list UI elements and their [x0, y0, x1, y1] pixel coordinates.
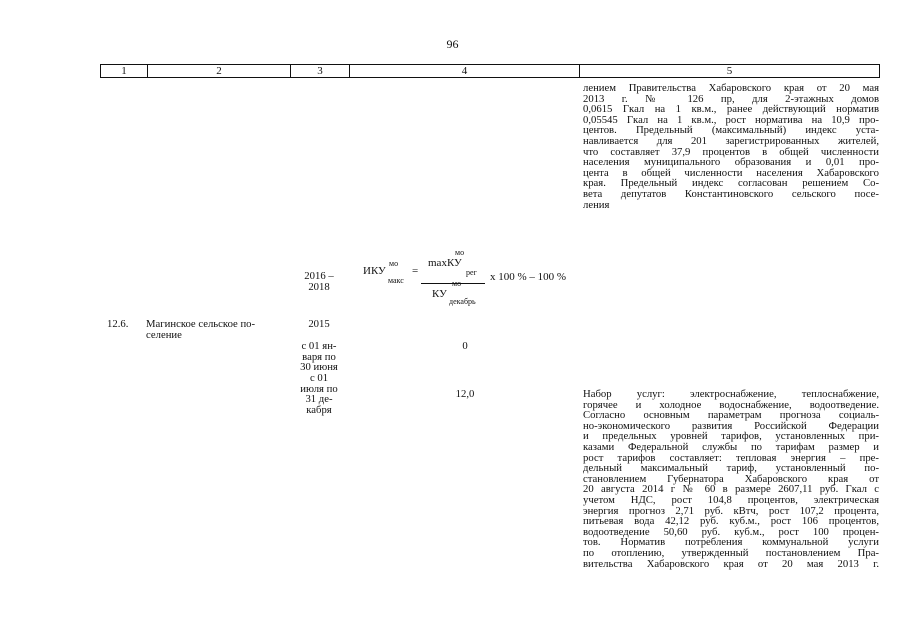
services-description [583, 389, 879, 569]
period-line: 31 де- [305, 393, 333, 406]
formula-lhs: ИКУ [363, 265, 386, 277]
period-line: июля по [300, 382, 338, 395]
text-line: горячее и холодное водоснабжение, водоотведение. [583, 398, 879, 411]
text-line: рост тарифов составляет: тепловая энергия – пре- [583, 451, 879, 464]
period-line: с 01 ян- [301, 340, 337, 352]
text-line: казами Федеральной службы по тарифам размер и [583, 440, 879, 453]
text-line: 0,0615 Гкал на 1 кв.м., ранее действующий норматив [583, 103, 879, 116]
period-line: 2018 [308, 280, 330, 293]
page-number: 96 [446, 37, 459, 51]
row-number: 12.6. [107, 318, 129, 330]
text-line: что составляет 37,9 процентов в общей численности [583, 145, 879, 158]
text-line: становлением Губернатора Хабаровского края от [583, 472, 879, 485]
text-line: ления [583, 198, 610, 211]
text-line: населения муниципального образования и 0,01 про- [583, 156, 879, 169]
formula-lhs-sub: макс [388, 276, 404, 285]
formula-equals: = [412, 265, 419, 277]
text-line: навливается для 201 зарегистрированных жителей, [583, 134, 879, 147]
period-first-half [290, 341, 348, 373]
formula-num-sup: мо [455, 248, 465, 257]
text-line: центов. Предельный (максимальный) индекс уста- [583, 124, 879, 137]
header-col-4: 4 [461, 65, 468, 77]
text-line: по отоплению, утвержденный постановлением Пра- [583, 546, 879, 559]
formula-tail: x 100 % – 100 % [490, 271, 567, 283]
text-line: вительства Хабаровского края от 20 мая 2013 г. [583, 557, 879, 570]
text-line: и предельных уровней тарифов, установленных при- [583, 430, 879, 443]
formula-num-sub: рег [466, 268, 477, 277]
period-line: с 01 [309, 372, 329, 384]
period-second-half [290, 373, 348, 415]
text-line: учетом НДС, рост 104,8 процентов, электрическая [583, 493, 879, 506]
period-line: 2016 – [304, 270, 334, 282]
text-line: 2013 г. № 126 пр, для 2-этажных домов [583, 92, 879, 105]
text-line: 0,05545 Гкал на 1 кв.м., рост норматива на 10,9 про- [583, 113, 879, 126]
continued-description [583, 83, 879, 210]
text-line: вета депутатов Константиновского сельского посе- [583, 187, 879, 200]
header-col-2: 2 [216, 65, 222, 77]
text-line: энергия прогноз 2,71 руб. кВтч, рост 107,2 процента, [583, 504, 879, 517]
text-line: водоотведение 50,60 руб. куб.м., рост 100 процен- [583, 525, 879, 538]
header-col-5: 5 [726, 65, 733, 77]
text-line: питьевая вода 42,12 руб. куб.м., рост 106 процентов, [583, 515, 879, 528]
table-header-row [100, 64, 880, 78]
text-line: Согласно основным параметрам прогноза социаль- [583, 409, 879, 422]
period-2016-2018 [290, 271, 348, 292]
period-line: кабря [306, 403, 332, 416]
period-line: варя по [302, 350, 336, 363]
name-line: Магинское сельское по- [146, 318, 256, 330]
text-line: края. Предельный индекс согласован решением Со- [583, 177, 879, 190]
header-col-3: 3 [317, 65, 323, 77]
value-first-half: 0 [462, 340, 468, 352]
text-line: тов. Норматив потребления коммунальной услуги [583, 536, 879, 549]
text-line: Набор услуг: электроснабжение, теплоснабжение, [583, 388, 879, 400]
formula-numerator: maxКУ [428, 257, 462, 269]
formula-lhs-sup: мо [389, 259, 399, 268]
settlement-name [146, 319, 291, 340]
text-line: но-экономического развития Российской Федерации [583, 419, 879, 432]
text-line: цента в общей численности населения Хабаровского [583, 166, 879, 179]
formula-den-sub: декабрь [449, 297, 476, 306]
name-line: селение [146, 328, 182, 341]
year-2015: 2015 [308, 318, 330, 330]
value-second-half: 12,0 [455, 388, 475, 400]
text-line: лением Правительства Хабаровского края от 20 мая [583, 82, 879, 94]
text-line: 20 августа 2014 г № 60 в размере 2607,11 руб. Гкал с [583, 483, 879, 496]
formula-den-sup: мо [452, 279, 462, 288]
text-line: дельный максимальный тариф, установленный по- [583, 462, 879, 475]
formula-denominator: КУ [432, 288, 447, 300]
header-col-1: 1 [121, 65, 127, 77]
period-line: 30 июня [300, 361, 338, 374]
